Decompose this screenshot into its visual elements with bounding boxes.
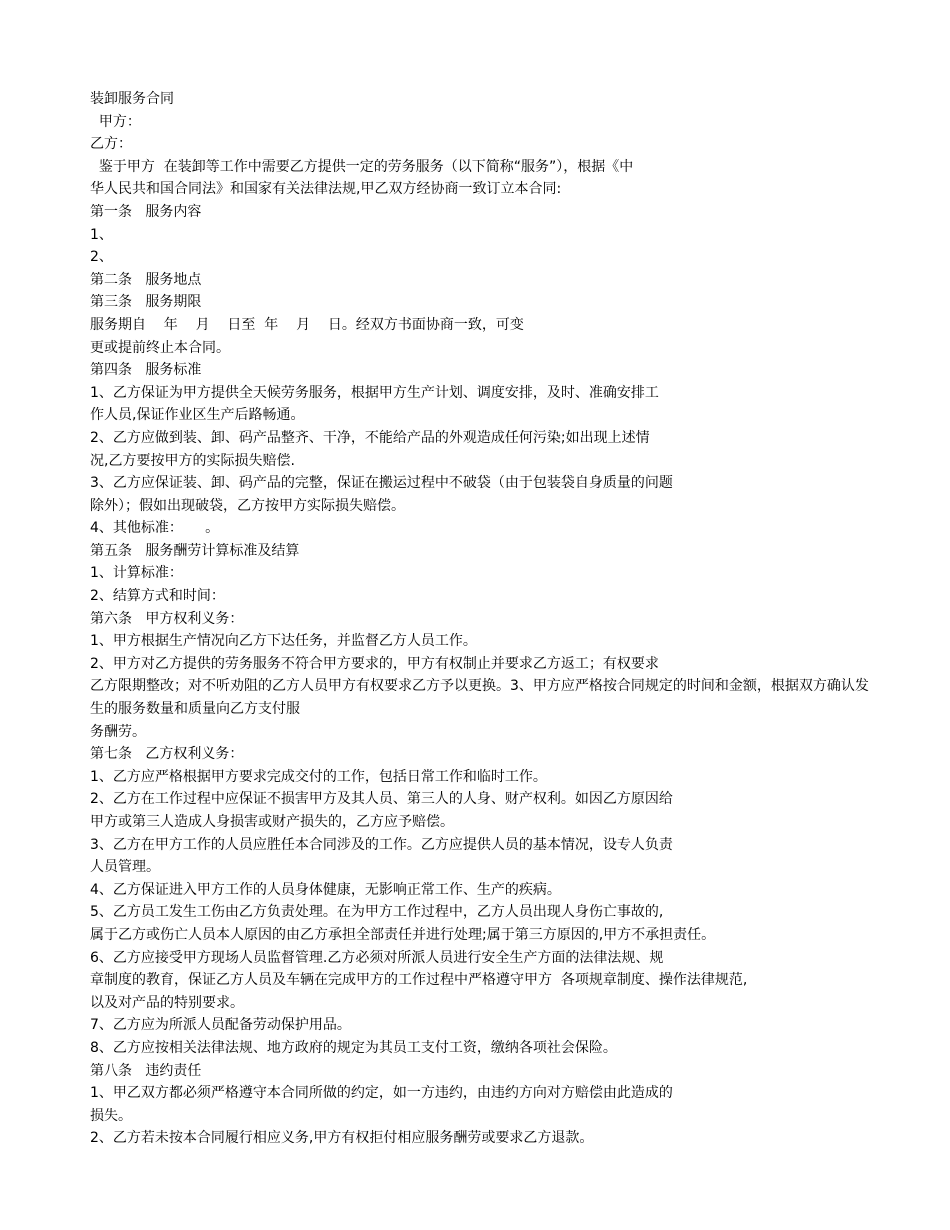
clause-line: 1、甲乙双方都必须严格遵守本合同所做的约定，如一方违约，由违约方向对方赔偿由此造成的 bbox=[90, 1085, 673, 1102]
article-heading: 第五条 服务酬劳计算标准及结算 bbox=[90, 542, 300, 559]
clause-line: 人员管理。 bbox=[90, 859, 160, 876]
clause-line: 1、甲方根据生产情况向乙方下达任务，并监督乙方人员工作。 bbox=[90, 633, 477, 650]
clause-line: 3、乙方应保证装、卸、码产品的完整，保证在搬运过程中不破袋（由于包装袋自身质量的问题 bbox=[90, 475, 673, 492]
clause-line: 况,乙方要按甲方的实际损失赔偿. bbox=[90, 452, 295, 469]
clause-line: 损失。 bbox=[90, 1107, 132, 1124]
preamble-line: 华人民共和国合同法》和国家有关法律法规,甲乙双方经协商一致订立本合同: bbox=[90, 181, 562, 198]
clause-line: 2、乙方应做到装、卸、码产品整齐、干净，不能给产品的外观造成任何污染;如出现上述情 bbox=[90, 429, 650, 446]
clause-line: 6、乙方应接受甲方现场人员监督管理.乙方必须对所派人员进行安全生产方面的法律法规、规 bbox=[90, 949, 664, 966]
clause-line: 5、乙方员工发生工伤由乙方负责处理。在为甲方工作过程中，乙方人员出现人身伤亡事故的, bbox=[90, 904, 664, 921]
clause-line: 除外）；假如出现破袋，乙方按甲方实际损失赔偿。 bbox=[90, 497, 405, 514]
clause-line: 1、计算标准： bbox=[90, 565, 183, 582]
clause-line: 甲方或第三人造成人身损害或财产损失的，乙方应予赔偿。 bbox=[90, 814, 454, 830]
preamble-line: 鉴于甲方 在装卸等工作中需要乙方提供一定的劳务服务（以下简称“服务”），根据《中 bbox=[90, 158, 634, 175]
clause-line: 4、乙方保证进入甲方工作的人员身体健康，无影响正常工作、生产的疾病。 bbox=[90, 881, 561, 898]
clause-line: 服务期自 年 月 日至 年 月 日。经双方书面协商一致，可变 bbox=[90, 316, 524, 333]
article-heading: 第三条 服务期限 bbox=[90, 294, 202, 311]
clause-line: 2、乙方若未按本合同履行相应义务,甲方有权拒付相应服务酬劳或要求乙方退款。 bbox=[90, 1130, 594, 1147]
clause-line: 章制度的教育，保证乙方人员及车辆在完成甲方的工作过程中严格遵守甲方 各项规章制度、操作法律规范, bbox=[90, 972, 748, 989]
party-a-field: 甲方： bbox=[90, 113, 141, 130]
clause-line: 以及对产品的特别要求。 bbox=[90, 994, 244, 1011]
article-heading: 第七条 乙方权利义务： bbox=[90, 746, 244, 763]
clause-line: 4、其他标准： 。 bbox=[90, 520, 220, 537]
clause-line: 2、结算方式和时间： bbox=[90, 588, 225, 605]
clause-line: 更或提前终止本合同。 bbox=[90, 339, 230, 356]
clause-line: 1、乙方应严格根据甲方要求完成交付的工作，包括日常工作和临时工作。 bbox=[90, 768, 547, 785]
clause-line: 2、乙方在工作过程中应保证不损害甲方及其人员、第三人的人身、财产权利。如因乙方原因给 bbox=[90, 791, 673, 808]
party-b-field: 乙方： bbox=[90, 136, 132, 153]
clause-line: 1、乙方保证为甲方提供全天候劳务服务，根据甲方生产计划、调度安排，及时、准确安排工 bbox=[90, 384, 659, 401]
clause-line: 2、 bbox=[90, 249, 113, 266]
article-heading: 第六条 甲方权利义务： bbox=[90, 610, 244, 627]
clause-line: 乙方限期整改；对不听劝阻的乙方人员甲方有权要求乙方予以更换。3、甲方应严格按合同规定的时间和金额，根据双方确认发生的服务数量和质量向乙方支付服 bbox=[90, 678, 869, 718]
clause-line: 2、甲方对乙方提供的劳务服务不符合甲方要求的，甲方有权制止并要求乙方返工；有权要求 bbox=[90, 655, 659, 672]
article-heading: 第四条 服务标准 bbox=[90, 362, 202, 379]
clause-line: 7、乙方应为所派人员配备劳动保护用品。 bbox=[90, 1017, 351, 1034]
document-title: 装卸服务合同 bbox=[90, 91, 174, 107]
clause-line: 务酬劳。 bbox=[90, 723, 146, 740]
article-heading: 第八条 违约责任 bbox=[90, 1062, 202, 1079]
article-heading: 第二条 服务地点 bbox=[90, 271, 202, 288]
article-heading: 第一条 服务内容 bbox=[90, 203, 202, 220]
clause-line: 属于乙方或伤亡人员本人原因的由乙方承担全部责任并进行处理;属于第三方原因的,甲方不承担责任。 bbox=[90, 926, 716, 943]
clause-line: 1、 bbox=[90, 226, 113, 243]
contract-document bbox=[90, 88, 870, 1150]
clause-line: 8、乙方应按相关法律法规、地方政府的规定为其员工支付工资，缴纳各项社会保险。 bbox=[90, 1039, 617, 1056]
clause-line: 作人员,保证作业区生产后路畅通。 bbox=[90, 407, 305, 424]
clause-line: 3、乙方在甲方工作的人员应胜任本合同涉及的工作。乙方应提供人员的基本情况，设专人负责 bbox=[90, 836, 673, 853]
